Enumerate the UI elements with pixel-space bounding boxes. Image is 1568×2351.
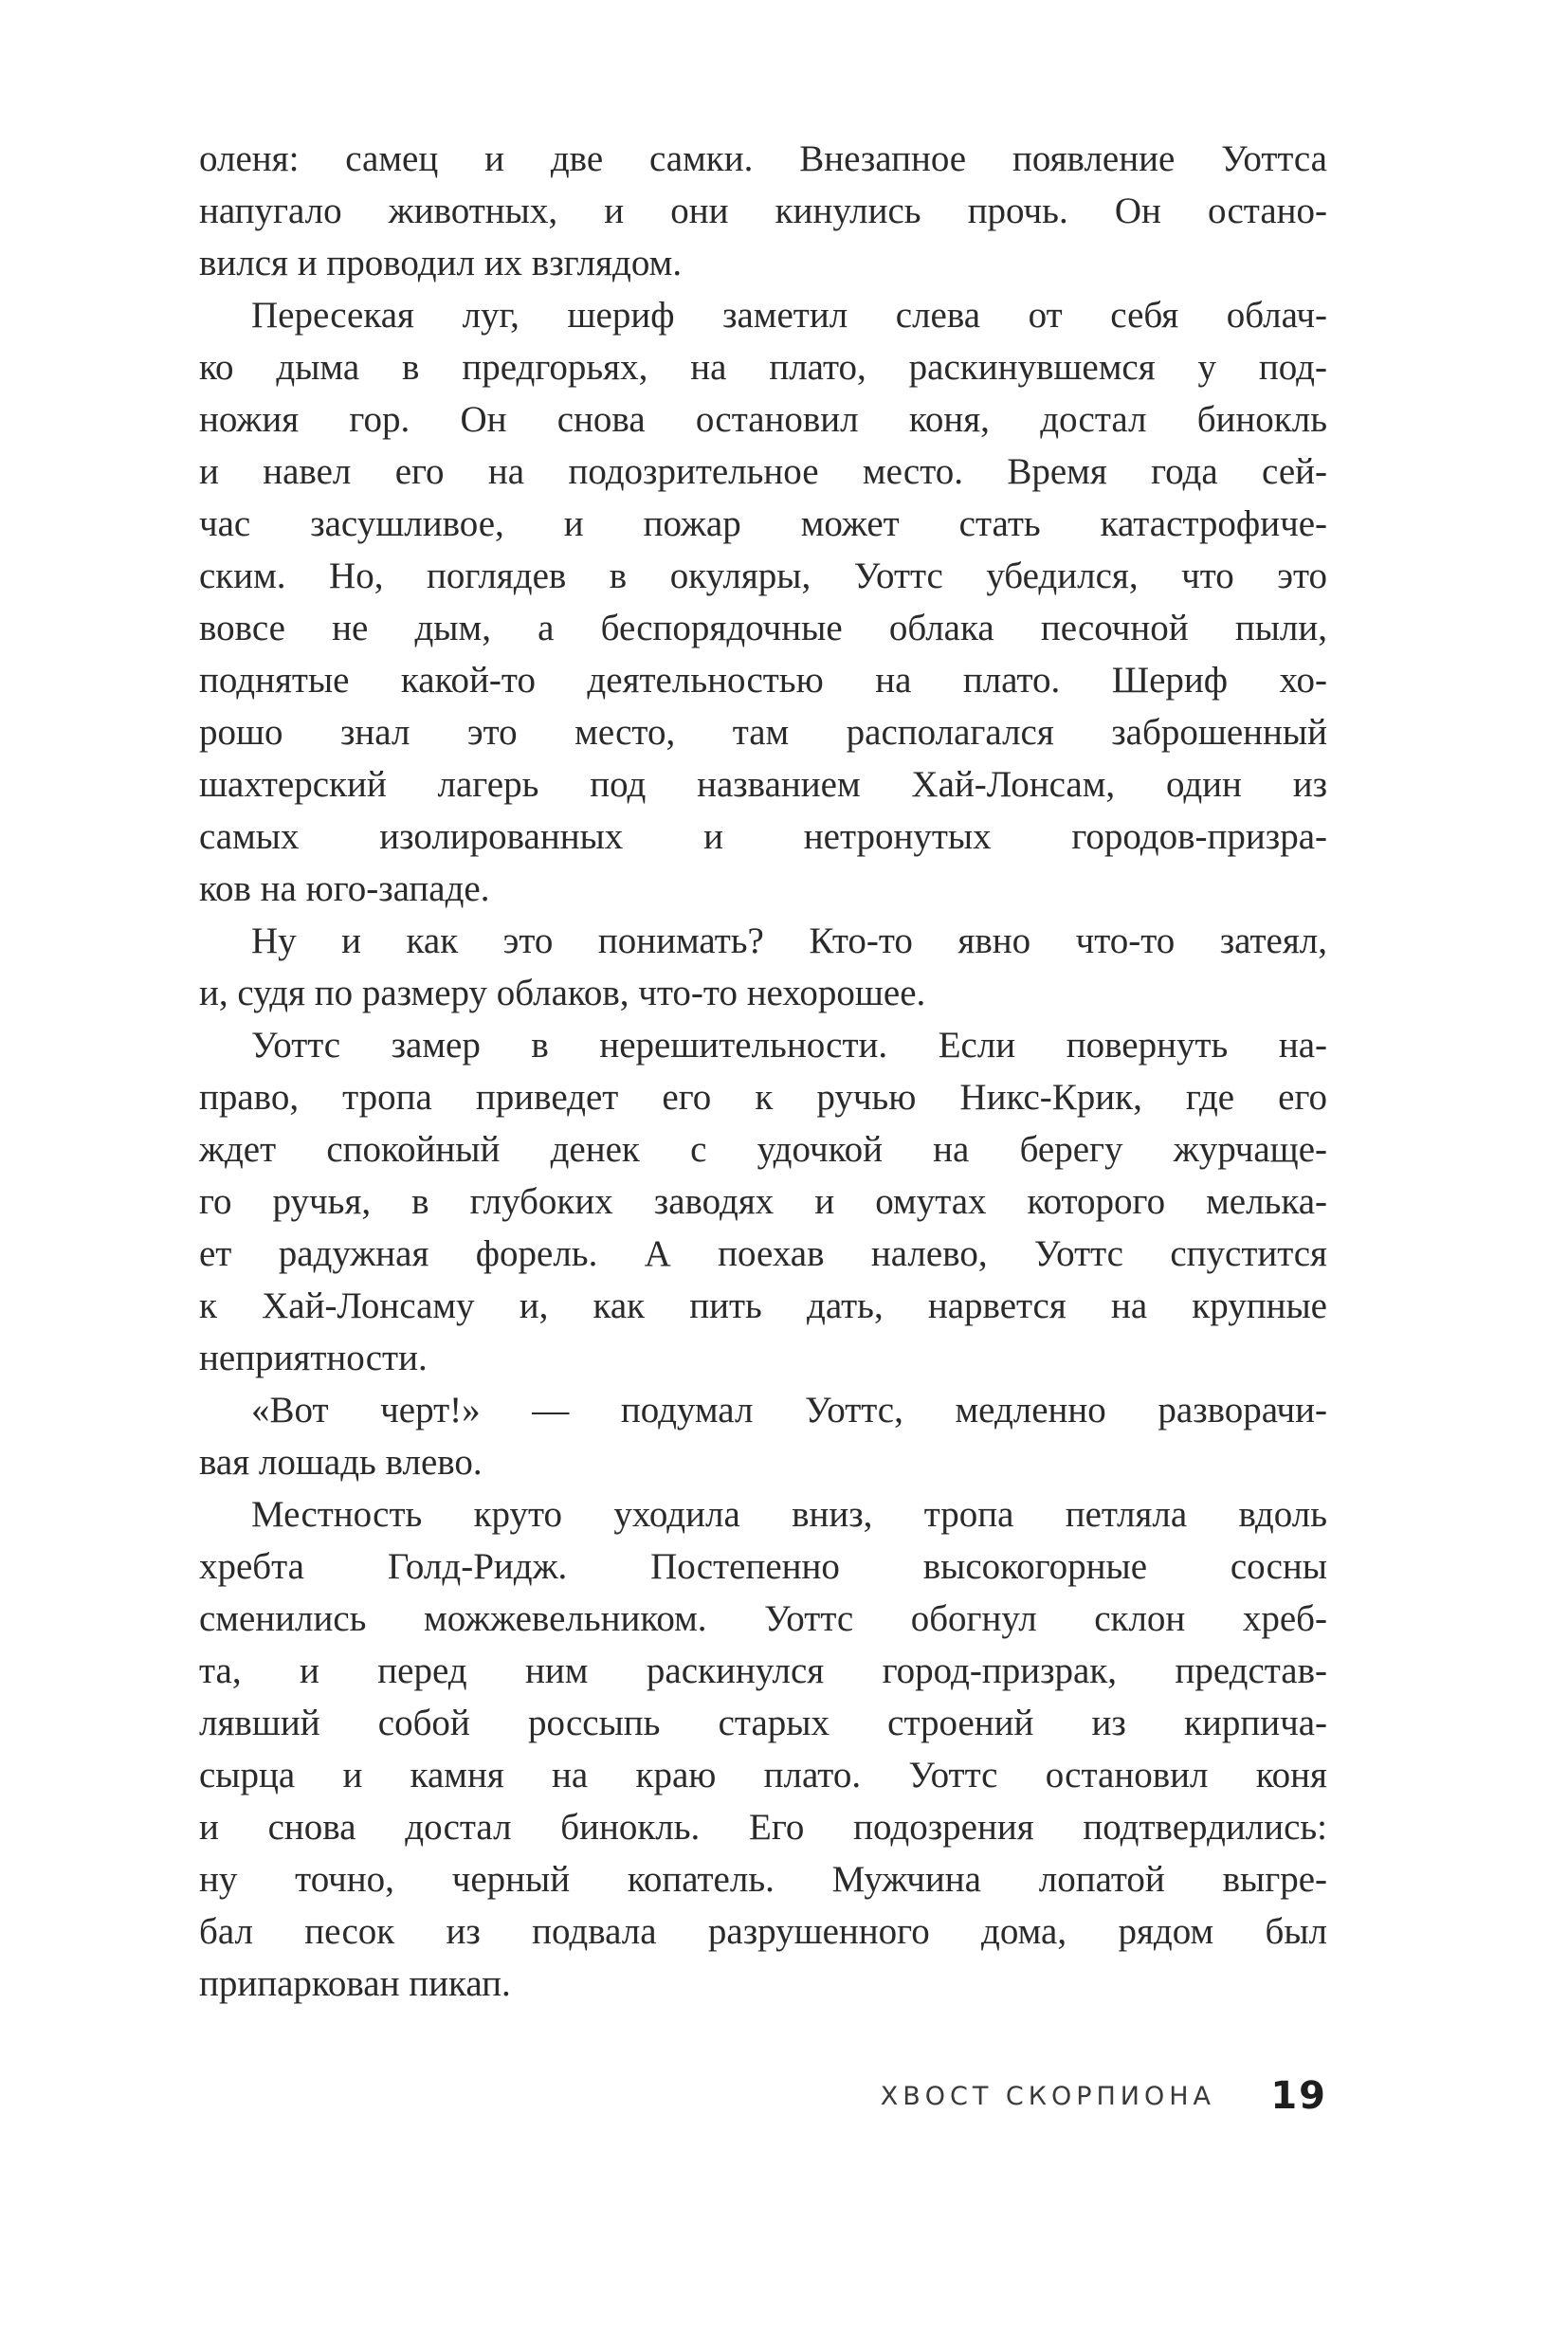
text-line: к Хай-Лонсаму и, как пить дать, нарвется на крупные bbox=[199, 1285, 1327, 1326]
text-line: ским. Но, поглядев в окуляры, Уоттс убедился, что это bbox=[199, 556, 1327, 596]
text-line: лявший собой россыпь старых строений из кирпича- bbox=[199, 1703, 1327, 1743]
text-line: напугало животных, и они кинулись прочь. Он остано- bbox=[199, 191, 1327, 231]
body-text bbox=[199, 133, 1327, 2010]
text-line: ждет спокойный денек с удочкой на берегу журчаще- bbox=[199, 1129, 1327, 1170]
text-line: право, тропа приведет его к ручью Никс-Крик, где его bbox=[199, 1077, 1327, 1118]
text-line: и, судя по размеру облаков, что-то нехорошее. bbox=[199, 973, 926, 1013]
paragraph-start-line: «Вот черт!» — подумал Уоттс, медленно разворачи- bbox=[251, 1390, 1327, 1431]
paragraph-start-line: Ну и как это понимать? Кто-то явно что-то затеял, bbox=[251, 920, 1327, 961]
text-line: припаркован пикап. bbox=[199, 1963, 511, 2004]
paragraph-start-line: Уоттс замер в нерешительности. Если повернуть на- bbox=[251, 1025, 1327, 1066]
text-line: оленя: самец и две самки. Внезапное появление Уоттса bbox=[199, 138, 1327, 179]
paragraph-start-line: Пересекая луг, шериф заметил слева от себя облач- bbox=[251, 295, 1327, 336]
text-line: шахтерский лагерь под названием Хай-Лонсам, один из bbox=[199, 764, 1327, 805]
text-line: сырца и камня на краю плато. Уоттс остановил коня bbox=[199, 1755, 1327, 1795]
text-line: ко дыма в предгорьях, на плато, раскинувшемся у под- bbox=[199, 347, 1327, 388]
paragraph-start-line: Местность круто уходила вниз, тропа петляла вдоль bbox=[251, 1494, 1327, 1535]
text-line: та, и перед ним раскинулся город-призрак, представ- bbox=[199, 1650, 1327, 1691]
text-line: рошо знал это место, там располагался заброшенный bbox=[199, 712, 1327, 753]
text-line: ков на юго-западе. bbox=[199, 868, 490, 909]
running-title: ХВОСТ СКОРПИОНА bbox=[880, 2082, 1215, 2111]
text-line: вая лошадь влево. bbox=[199, 1442, 483, 1483]
page-footer bbox=[0, 2074, 1327, 2131]
text-line: ет радужная форель. А поехав налево, Уоттс спустится bbox=[199, 1233, 1327, 1274]
text-line: неприятности. bbox=[199, 1338, 428, 1378]
text-line: ну точно, черный копатель. Мужчина лопатой выгре- bbox=[199, 1859, 1327, 1900]
text-line: сменились можжевельником. Уоттс обогнул склон хреб- bbox=[199, 1598, 1327, 1639]
text-line: вовсе не дым, а беспорядочные облака песочной пыли, bbox=[199, 608, 1327, 648]
text-line: хребта Голд-Ридж. Постепенно высокогорные сосны bbox=[199, 1546, 1327, 1587]
text-line: бал песок из подвала разрушенного дома, рядом был bbox=[199, 1911, 1327, 1952]
text-line: и навел его на подозрительное место. Время года сей- bbox=[199, 451, 1327, 492]
text-line: вился и проводил их взглядом. bbox=[199, 243, 683, 283]
text-line: час засушливое, и пожар может стать катастрофиче- bbox=[199, 503, 1327, 544]
text-line: и снова достал бинокль. Его подозрения подтвердились: bbox=[199, 1807, 1327, 1848]
text-line: го ручья, в глубоких заводях и омутах которого мелька- bbox=[199, 1181, 1327, 1222]
text-line: самых изолированных и нетронутых городов-призра- bbox=[199, 816, 1327, 857]
text-line: поднятые какой-то деятельностью на плато. Шериф хо- bbox=[199, 660, 1327, 701]
page-number: 19 bbox=[1270, 2074, 1327, 2118]
text-line: ножия гор. Он снова остановил коня, достал бинокль bbox=[199, 399, 1327, 440]
